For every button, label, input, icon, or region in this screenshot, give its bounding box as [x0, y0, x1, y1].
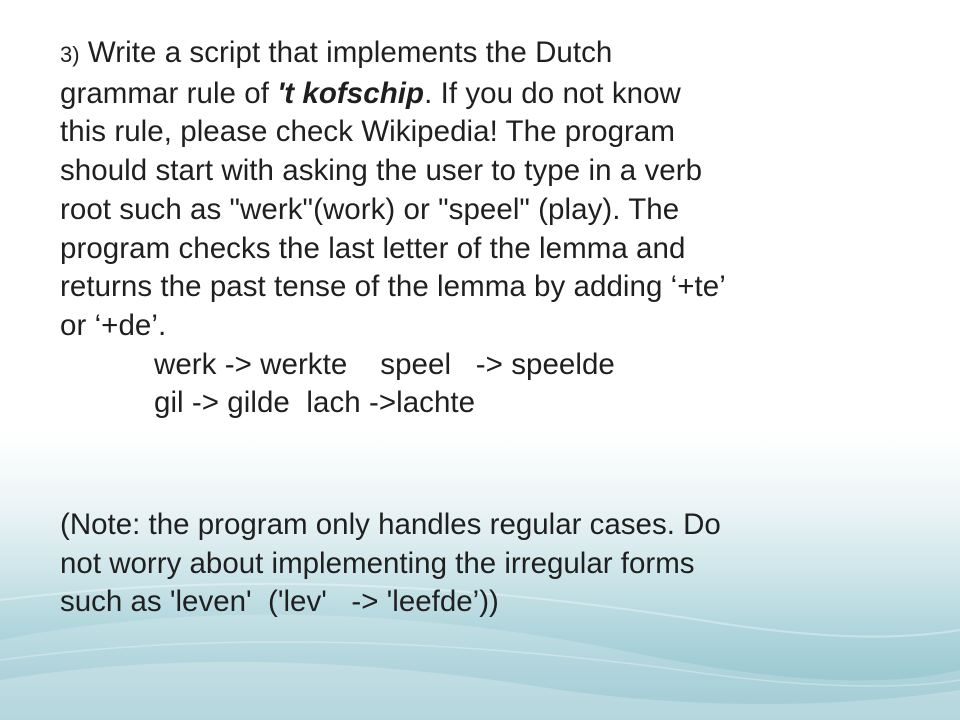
note-line-2: not worry about implementing the irregular forms	[60, 546, 695, 580]
question-line-5: root such as "werk"(work) or "speel" (play). The	[60, 192, 680, 226]
note-text	[60, 506, 920, 622]
question-line-8: or ‘+de’.	[60, 308, 167, 342]
question-line-2: grammar rule of 't kofschip. If you do not know	[60, 76, 681, 110]
question-line-3: this rule, please check Wikipedia! The program	[60, 115, 675, 149]
example-line-1: werk -> werkte speel -> speelde	[154, 347, 615, 381]
question-line-6: program checks the last letter of the lemma and	[60, 231, 686, 265]
example-line-2: gil -> gilde lach ->lachte	[154, 386, 476, 420]
note-line-1: (Note: the program only handles regular cases. Do	[60, 508, 721, 541]
note-line-3: such as 'leven' ('lev' -> 'leefde’))	[60, 585, 499, 619]
rule-name: 't kofschip	[277, 76, 425, 110]
question-text	[60, 34, 920, 423]
question-line-1: 3) Write a script that implements the Dutch	[60, 36, 613, 69]
question-number: 3)	[60, 42, 80, 67]
question-line-4: should start with asking the user to type in a verb	[60, 154, 703, 188]
question-line-7: returns the past tense of the lemma by adding ‘+te’	[60, 270, 726, 304]
